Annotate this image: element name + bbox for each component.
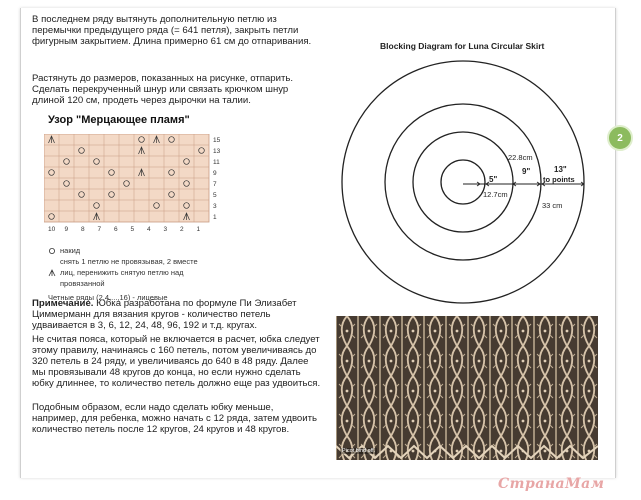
note-paragraph-3: Подобным образом, если надо сделать юбку меньше, например, для ребенка, можно начать с 12 ряда, затем удвоить количество петель после 12 кругов, 24 кругов и 48 кругов. [32, 402, 318, 435]
note-text: Юбка разработана по формуле Пи Элизабет Циммерманн для вязания кругов - количество петель удваивается в 3, 6, 12, 24, 48, 96, 192 и т.д. кругах. [32, 298, 297, 331]
pattern-title: Узор "Мерцающее пламя" [48, 114, 190, 126]
site-watermark: СтранаМам [498, 476, 605, 492]
legend-dec-text: снять 1 петлю не провязывая, 2 вместе лиц, перенижить снятую петлю над провязанной [60, 257, 198, 288]
label-13-inch: 13" [554, 165, 567, 174]
page-number-badge[interactable]: 2 [607, 125, 633, 151]
legend-even-text: Четные ряды (2,4,...,16) - лицевые [48, 293, 168, 302]
blocking-diagram-title: Blocking Diagram for Luna Circular Skirt [380, 41, 545, 51]
chart-row-label: 11 [213, 159, 220, 166]
chart-col-label: 9 [64, 226, 69, 232]
chart-row-label: 3 [213, 203, 217, 210]
blocking-diagram [320, 52, 610, 308]
middle-circle [385, 104, 541, 260]
chart-row-label: 15 [213, 137, 221, 144]
legend-yo-text: накид [60, 246, 81, 255]
note-paragraph-2: Не считая пояса, который не включается в расчет, юбка следует этому правилу, начинаясь с 160 петель, потом увеличиваясь до 320 петель в 24 ряду, и увеличиваясь до 640 в 48 ряду. Далее мы провязывали 48 кругов до конца, но если нужно сделать юбку длиннее, то количество петель должно еще раз удвоиться. [32, 334, 321, 389]
chart-row-label: 9 [213, 170, 217, 177]
chart-col-label: 10 [48, 226, 56, 232]
chart-col-label: 3 [163, 226, 168, 232]
label-5-inch: 5" [489, 175, 498, 184]
knitting-chart [44, 134, 234, 237]
chart-row-label: 1 [213, 214, 217, 221]
chart-col-label: 5 [130, 226, 135, 232]
chart-col-label: 7 [97, 226, 102, 232]
label-9-inch: 9" [522, 167, 531, 176]
legend-row-yo [48, 245, 210, 256]
chart-row-label: 7 [213, 181, 217, 188]
label-to-points: to points [543, 175, 575, 184]
chart-row-label: 5 [213, 192, 217, 199]
chart-col-label: 2 [180, 226, 184, 232]
label-33cm: 33 cm [542, 201, 563, 210]
knitting-chart-svg [44, 134, 234, 232]
chart-row-label: 13 [213, 148, 221, 155]
label-22-8cm: 22.8cm [508, 153, 533, 162]
photo-caption: Picot bind off. [342, 448, 376, 454]
chart-legend [48, 245, 210, 303]
waist-circle [441, 160, 485, 204]
chart-col-label: 6 [114, 226, 118, 232]
paragraph-bind-off: В последнем ряду вытянуть дополнительную петлю из перемычки предыдущего ряда (= 641 петля), закрыть петли фигурным закрытием. Длина примерно 61 см до отпаривания. [32, 14, 312, 47]
lace-skirt-photo [336, 316, 598, 460]
decrease-icon [48, 269, 56, 277]
paragraph-blocking: Растянуть до размеров, показанных на рисунке, отпарить. Сделать перекрученный шнур или связать крючком шнур длиной 120 см, продеть через дырочки на талии. [32, 73, 294, 106]
chart-col-label: 8 [81, 226, 85, 232]
yarn-over-icon [48, 247, 56, 255]
chart-col-label: 1 [196, 226, 201, 232]
note-paragraph [32, 298, 322, 331]
chart-col-label: 4 [147, 226, 151, 232]
inner-circle [413, 132, 513, 232]
legend-row-dec [48, 256, 210, 289]
note-label: Примечание. [32, 298, 94, 309]
label-12-7cm: 12.7cm [483, 190, 508, 199]
